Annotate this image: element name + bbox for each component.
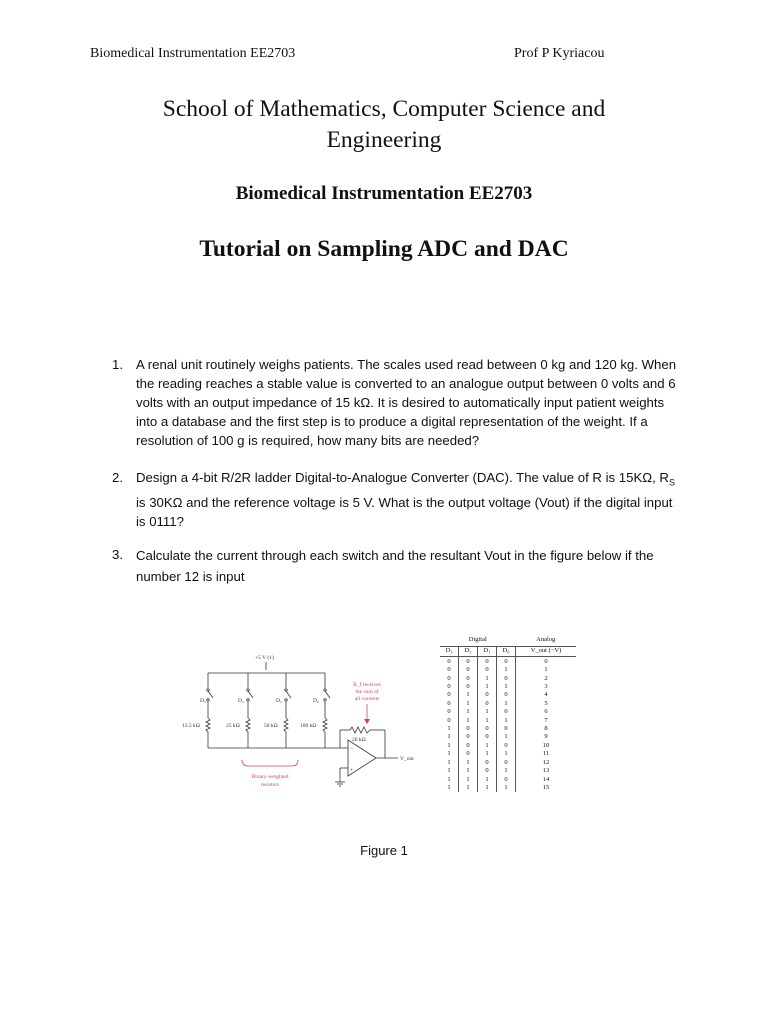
resistor-label-25k: 25 kΩ <box>226 723 240 729</box>
header-author: Prof P Kyriacou <box>514 46 605 61</box>
table-cell: 1 <box>440 733 459 741</box>
column-header: V_out (−V) <box>516 647 577 656</box>
feedback-resistor-label: 20 kΩ <box>352 737 366 743</box>
table-cell: 1 <box>459 700 478 708</box>
table-cell: 0 <box>497 708 516 716</box>
resistor-100k <box>323 718 327 732</box>
table-cell: 1 <box>459 784 478 792</box>
table-row <box>440 767 576 775</box>
table-cell: 0 <box>497 742 516 750</box>
table-cell: 0 <box>440 675 459 683</box>
tutorial-title: Tutorial on Sampling ADC and DAC <box>199 236 569 262</box>
feedback-annotation <box>353 681 381 702</box>
table-cell: 1 <box>440 759 459 767</box>
branch-d3 <box>182 673 213 748</box>
table-row <box>440 725 576 733</box>
table-cell: 1 <box>478 742 497 750</box>
table-cell: 7 <box>544 716 548 724</box>
table-cell: 8 <box>544 725 548 733</box>
question-text <box>136 468 682 531</box>
question-text: Calculate the current through each switch and the resultant Vout in the figure below if the number 12 is input <box>136 548 654 584</box>
table-row <box>440 759 576 767</box>
table-cell: 6 <box>544 708 548 716</box>
table-cell: 3 <box>544 683 548 691</box>
table-cell: 1 <box>497 733 516 741</box>
course-title: Biomedical Instrumentation EE2703 <box>235 183 533 204</box>
column-header: D₂ <box>459 647 478 656</box>
table-cell: 1 <box>440 750 459 758</box>
resistor-bracket <box>242 760 298 766</box>
table-row <box>440 784 576 792</box>
switch-label-d0: D₀ <box>313 698 319 704</box>
table-cell: 2 <box>544 674 548 682</box>
branch-d1 <box>264 673 291 748</box>
digital-header: Digital <box>468 636 487 643</box>
table-cell: 1 <box>440 725 459 733</box>
table-cell: 0 <box>497 656 516 666</box>
table-cell: 14 <box>542 775 550 783</box>
table-cell: 0 <box>478 700 497 708</box>
table-cell: 1 <box>478 784 497 792</box>
table-cell: 0 <box>440 708 459 716</box>
switch-label-d2: D₂ <box>238 698 244 704</box>
table-cell: 1 <box>497 666 516 674</box>
column-header: D₃ <box>440 647 459 656</box>
table-row <box>440 750 576 758</box>
table-row <box>440 666 576 674</box>
annotation-line: the sum of <box>355 689 379 695</box>
header-course: Biomedical Instrumentation EE2703 <box>90 46 296 61</box>
resistor-50k <box>284 718 288 732</box>
annotation-line: R_f receives <box>353 682 381 688</box>
table-cell: 1 <box>440 776 459 784</box>
annotation-line: all currents <box>354 696 380 702</box>
table-cell: 1 <box>440 784 459 792</box>
resistor-25k <box>246 718 250 732</box>
table-cell: 1 <box>478 750 497 758</box>
branch-d0 <box>300 673 330 748</box>
table-row <box>440 717 576 725</box>
table-cell: 5 <box>544 699 548 707</box>
table-cell: 0 <box>459 750 478 758</box>
column-header: D₀ <box>497 647 516 656</box>
table-cell: 1 <box>478 776 497 784</box>
table-cell: 1 <box>478 683 497 691</box>
table-cell: 0 <box>440 691 459 699</box>
table-cell: 1 <box>440 742 459 750</box>
school-title: School of Mathematics, Computer Science and Engineering <box>162 96 606 153</box>
dac-circuit-diagram <box>180 648 420 798</box>
table-row <box>440 700 576 708</box>
table-row <box>440 776 576 784</box>
table-cell: 1 <box>459 767 478 775</box>
table-cell: 1 <box>497 767 516 775</box>
switch-label-d1: D₁ <box>276 698 282 704</box>
table-cell: 1 <box>478 717 497 725</box>
question-text-part: is 30KΩ and the reference voltage is 5 V. What is the output voltage (Vout) if the digital input is 0111? <box>136 494 673 529</box>
table-cell: 0 <box>478 666 497 674</box>
table-cell: 0 <box>459 725 478 733</box>
switch-label-d3: D₃ <box>200 698 206 704</box>
output-label: V_out <box>400 756 414 762</box>
question-3 <box>112 545 682 587</box>
table-cell: 1 <box>459 717 478 725</box>
resistor-label-12k5: 12.5 kΩ <box>182 723 200 729</box>
table-cell: 0 <box>440 683 459 691</box>
table-cell: 0 <box>478 691 497 699</box>
table-cell: 1 <box>459 759 478 767</box>
figure-caption: Figure 1 <box>360 843 408 858</box>
truth-table <box>440 636 576 792</box>
table-cell: 9 <box>544 733 548 741</box>
question-1 <box>112 355 682 450</box>
table-cell: 0 <box>478 733 497 741</box>
table-row <box>440 742 576 750</box>
table-cell: 1 <box>459 691 478 699</box>
table-cell: 0 <box>478 656 497 666</box>
table-cell: 1 <box>544 666 548 674</box>
table-cell: 0 <box>459 733 478 741</box>
table-cell: 0 <box>478 759 497 767</box>
table-cell: 13 <box>542 767 550 775</box>
table-cell: 0 <box>478 767 497 775</box>
feedback-resistor <box>350 727 370 733</box>
table-cell: 15 <box>542 783 550 791</box>
table-row <box>440 708 576 716</box>
resistor-label-50k: 50 kΩ <box>264 723 278 729</box>
table-cell: 1 <box>497 683 516 691</box>
question-text: A renal unit routinely weighs patients. The scales used read between 0 kg and 120 kg. When the reading reaches a stable value is converted to an analogue output between 0 volts and 6 volts with an output impedance of 15 kΩ. It is desired to automatically input patient weights into a database and the first step is to produce a digital representation of the weight. If a resolution of 100 g is required, how many bits are needed? <box>136 357 677 448</box>
table-cell: 0 <box>459 683 478 691</box>
question-number: 3. <box>112 547 123 562</box>
question-number: 2. <box>112 470 123 485</box>
table-cell: 0 <box>440 656 459 666</box>
table-cell: 1 <box>497 750 516 758</box>
table-cell: 0 <box>459 675 478 683</box>
table-cell: 1 <box>497 717 516 725</box>
table-cell: 0 <box>478 725 497 733</box>
subscript: S <box>668 477 675 488</box>
table-row <box>440 656 576 666</box>
table-cell: 0 <box>497 759 516 767</box>
annotation-line: resistors <box>260 782 280 788</box>
table-cell: 1 <box>497 784 516 792</box>
table-cell: 1 <box>478 708 497 716</box>
table-cell: 0 <box>440 717 459 725</box>
table-cell: 4 <box>544 691 548 699</box>
table-row <box>440 683 576 691</box>
table-cell: 11 <box>542 750 550 758</box>
question-2 <box>112 468 682 531</box>
table-cell: 0 <box>497 725 516 733</box>
resistor-label-100k: 100 kΩ <box>300 723 317 729</box>
table-cell: 0 <box>497 675 516 683</box>
table-row <box>440 675 576 683</box>
table-cell: 1 <box>459 776 478 784</box>
table-cell: 0 <box>459 656 478 666</box>
table-cell: 0 <box>497 691 516 699</box>
table-row <box>440 733 576 741</box>
table-cell: 1 <box>440 767 459 775</box>
column-header: D₁ <box>478 647 497 656</box>
table-cell: 0 <box>497 776 516 784</box>
table-cell: 10 <box>542 741 550 749</box>
resistor-annotation <box>252 774 289 788</box>
svg-text:+: + <box>350 768 354 774</box>
analog-header: Analog <box>536 636 556 643</box>
truth-table-body <box>440 656 576 792</box>
table-cell: 1 <box>478 675 497 683</box>
table-row <box>440 691 576 699</box>
resistor-12k5 <box>206 718 210 732</box>
question-number: 1. <box>112 357 123 372</box>
question-text-part: Design a 4-bit R/2R ladder Digital-to-Analogue Converter (DAC). The value of R is 15KΩ, R <box>136 470 669 485</box>
table-cell: 0 <box>459 742 478 750</box>
table-cell: 0 <box>544 657 548 665</box>
table-cell: 1 <box>497 700 516 708</box>
branch-d2 <box>226 673 253 748</box>
svg-text:−: − <box>350 746 354 752</box>
annotation-line: Binary-weighted <box>251 774 289 780</box>
table-cell: 1 <box>459 708 478 716</box>
table-cell: 0 <box>440 700 459 708</box>
table-cell: 0 <box>440 666 459 674</box>
table-cell: 12 <box>542 758 550 766</box>
supply-voltage-label: +5 V (1) <box>255 655 274 661</box>
table-cell: 0 <box>459 666 478 674</box>
